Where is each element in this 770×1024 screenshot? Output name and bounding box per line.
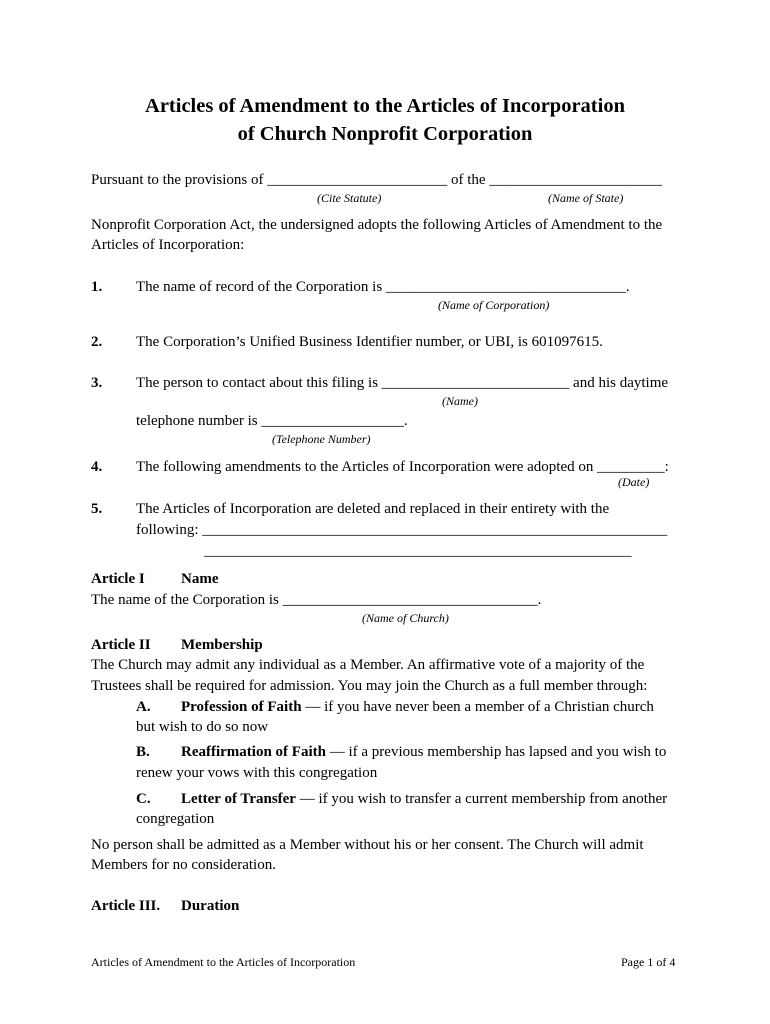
sub-c-text [181,790,667,808]
contact-name-caption: (Name) [442,394,478,408]
article-3-heading: Duration [181,898,240,914]
sub-b-rest: — if a previous membership has lapsed and you wish to [325,744,667,760]
sub-b-line-2: renew your vows with this congregation [136,765,378,781]
sub-b-title: Reaffirmation of Faith [181,744,326,760]
sub-b-letter: B. [136,744,150,760]
item-3-text: The person to contact about this filing is _________________________ and his daytime [136,375,669,391]
sub-c-rest: — if you wish to transfer a current membership from another [295,791,668,807]
item-2-text: The Corporation’s Unified Business Identifier number, or UBI, is 601097615. [136,334,603,350]
item-4-text: The following amendments to the Articles of Incorporation were adopted on _________: [136,459,669,475]
item-5-blank-line: _________________________________________________________ [204,543,632,559]
item-3-telephone-line: telephone number is ___________________. [136,413,408,429]
cite-statute-caption: (Cite Statute) [317,191,382,205]
article-1-text: The name of the Corporation is __________________________________. [91,592,542,608]
footer-page-number: Page 1 of 4 [621,955,676,969]
item-1-text: The name of record of the Corporation is ________________________________. [136,279,630,295]
date-caption: (Date) [618,475,650,489]
sub-b-text [181,743,666,761]
item-5-text: The Articles of Incorporation are deleted and replaced in their entirety with the [136,501,610,517]
church-name-caption: (Name of Church) [362,611,449,625]
sub-c-line-2: congregation [136,811,215,827]
article-1-label: Article I [91,571,145,587]
corporation-name-caption: (Name of Corporation) [438,298,550,312]
article-2-para-line-2: Trustees shall be required for admission. You may join the Church as a full member through: [91,678,648,694]
item-1-number: 1. [91,279,103,295]
footer-document-title: Articles of Amendment to the Articles of Incorporation [91,955,356,969]
sub-a-rest: — if you have never been a member of a Christian church [301,699,654,715]
telephone-number-caption: (Telephone Number) [272,432,371,446]
document-title-line2: of Church Nonprofit Corporation [237,123,533,145]
item-5-number: 5. [91,501,103,517]
article-2-heading: Membership [181,637,263,653]
item-5-following-line: following: ______________________________________________________________ [136,522,668,538]
item-2-number: 2. [91,334,103,350]
intro-line-2: Articles of Incorporation: [91,237,245,253]
item-4-number: 4. [91,459,103,475]
sub-a-text [181,698,654,716]
article-1-heading: Name [181,571,219,587]
article-2-para-line-1: The Church may admit any individual as a Member. An affirmative vote of a majority of the [91,657,645,673]
sub-a-letter: A. [136,699,151,715]
item-3-number: 3. [91,375,103,391]
sub-c-letter: C. [136,791,151,807]
sub-a-title: Profession of Faith [181,699,302,715]
sub-a-line-2: but wish to do so now [136,719,269,735]
article-3-label: Article III. [91,898,161,914]
article-2-label: Article II [91,637,151,653]
pursuant-line: Pursuant to the provisions of ________________________ of the _______________________ [91,172,662,188]
document-title-line1: Articles of Amendment to the Articles of Incorporation [145,95,625,117]
intro-line-1: Nonprofit Corporation Act, the undersigned adopts the following Articles of Amendment to the [91,217,663,233]
state-name-caption: (Name of State) [548,191,624,205]
article-2-closing-line-2: Members for no consideration. [91,857,276,873]
sub-c-title: Letter of Transfer [181,791,296,807]
article-2-closing-line-1: No person shall be admitted as a Member without his or her consent. The Church will admit [91,837,644,853]
